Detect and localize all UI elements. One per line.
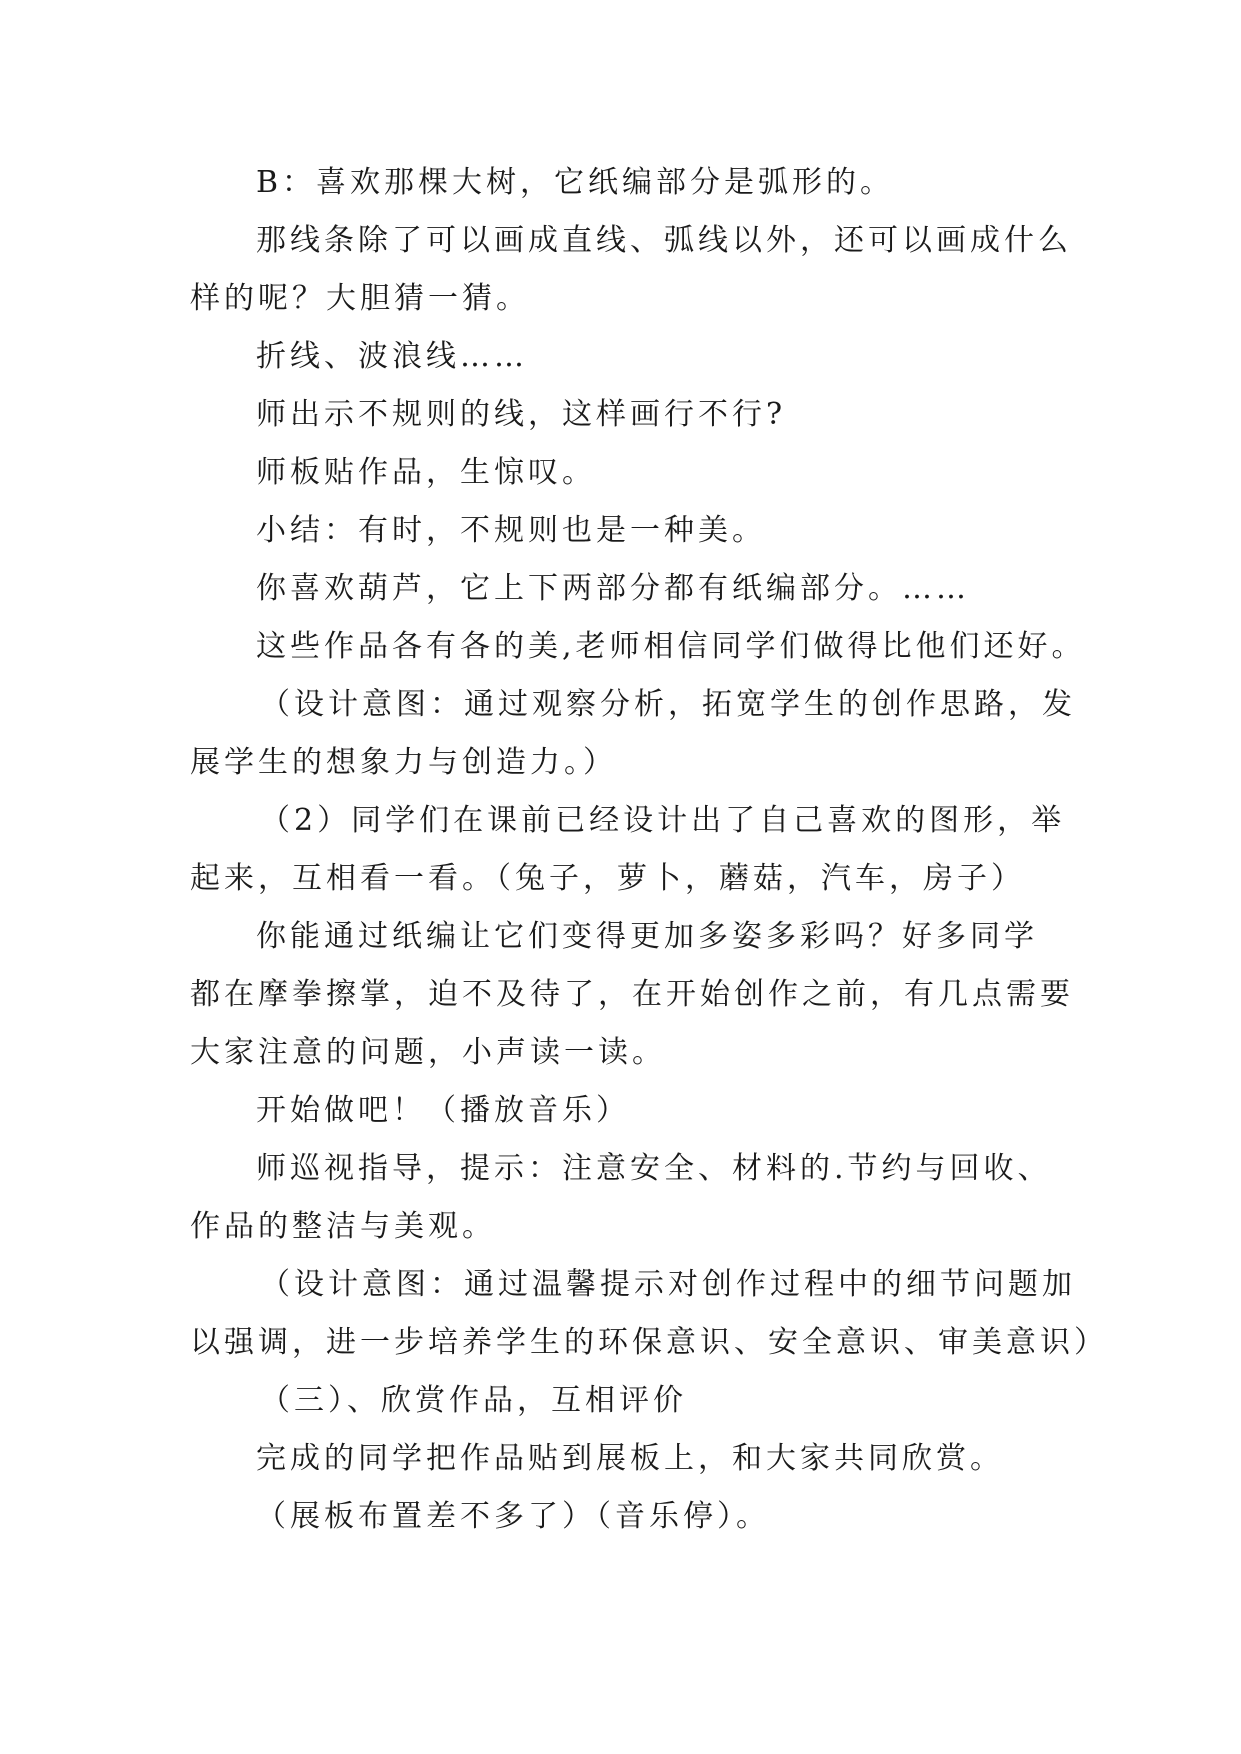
paragraph-line: 起来，互相看一看。（兔子，萝卜，蘑菇，汽车，房子） <box>190 861 1025 896</box>
paragraph-line: 作品的整洁与美观。 <box>190 1209 496 1244</box>
paragraph-line: B：喜欢那棵大树，它纸编部分是弧形的。 <box>256 165 895 200</box>
paragraph-line: 小结：有时，不规则也是一种美。 <box>256 513 766 548</box>
paragraph-line: 师巡视指导，提示：注意安全、材料的.节约与回收、 <box>256 1151 1052 1186</box>
paragraph-line: 大家注意的问题，小声读一读。 <box>190 1035 666 1070</box>
paragraph-line: （设计意图：通过温馨提示对创作过程中的细节问题加 <box>260 1267 1076 1302</box>
paragraph-line: 样的呢？大胆猜一猜。 <box>190 281 530 316</box>
paragraph-line: （展板布置差不多了）（音乐停）。 <box>256 1499 770 1534</box>
document-body <box>190 154 1108 1546</box>
paragraph-line: （2）同学们在课前已经设计出了自己喜欢的图形，举 <box>260 803 1066 838</box>
paragraph-line: 你喜欢葫芦，它上下两部分都有纸编部分。…… <box>256 571 970 606</box>
paragraph-line: 那线条除了可以画成直线、弧线以外，还可以画成什么 <box>256 223 1072 258</box>
paragraph-line: 折线、波浪线…… <box>256 339 528 374</box>
paragraph-line: 师出示不规则的线，这样画行不行? <box>256 397 787 432</box>
paragraph-line: 开始做吧！（播放音乐） <box>256 1093 630 1128</box>
paragraph-line: （设计意图：通过观察分析，拓宽学生的创作思路，发 <box>260 687 1076 722</box>
section-heading: （三）、欣赏作品，互相评价 <box>260 1383 687 1418</box>
paragraph-line: 展学生的想象力与创造力。） <box>190 745 617 780</box>
paragraph-line: 以强调，进一步培养学生的环保意识、安全意识、审美意识） <box>190 1325 1108 1360</box>
paragraph-line: 完成的同学把作品贴到展板上，和大家共同欣赏。 <box>256 1441 1004 1476</box>
paragraph-line: 这些作品各有各的美,老师相信同学们做得比他们还好。 <box>256 629 1086 664</box>
paragraph-line: 你能通过纸编让它们变得更加多姿多彩吗？好多同学 <box>256 919 1038 954</box>
paragraph-line: 都在摩拳擦掌，迫不及待了，在开始创作之前，有几点需要 <box>190 977 1074 1012</box>
paragraph-line: 师板贴作品，生惊叹。 <box>256 455 596 490</box>
